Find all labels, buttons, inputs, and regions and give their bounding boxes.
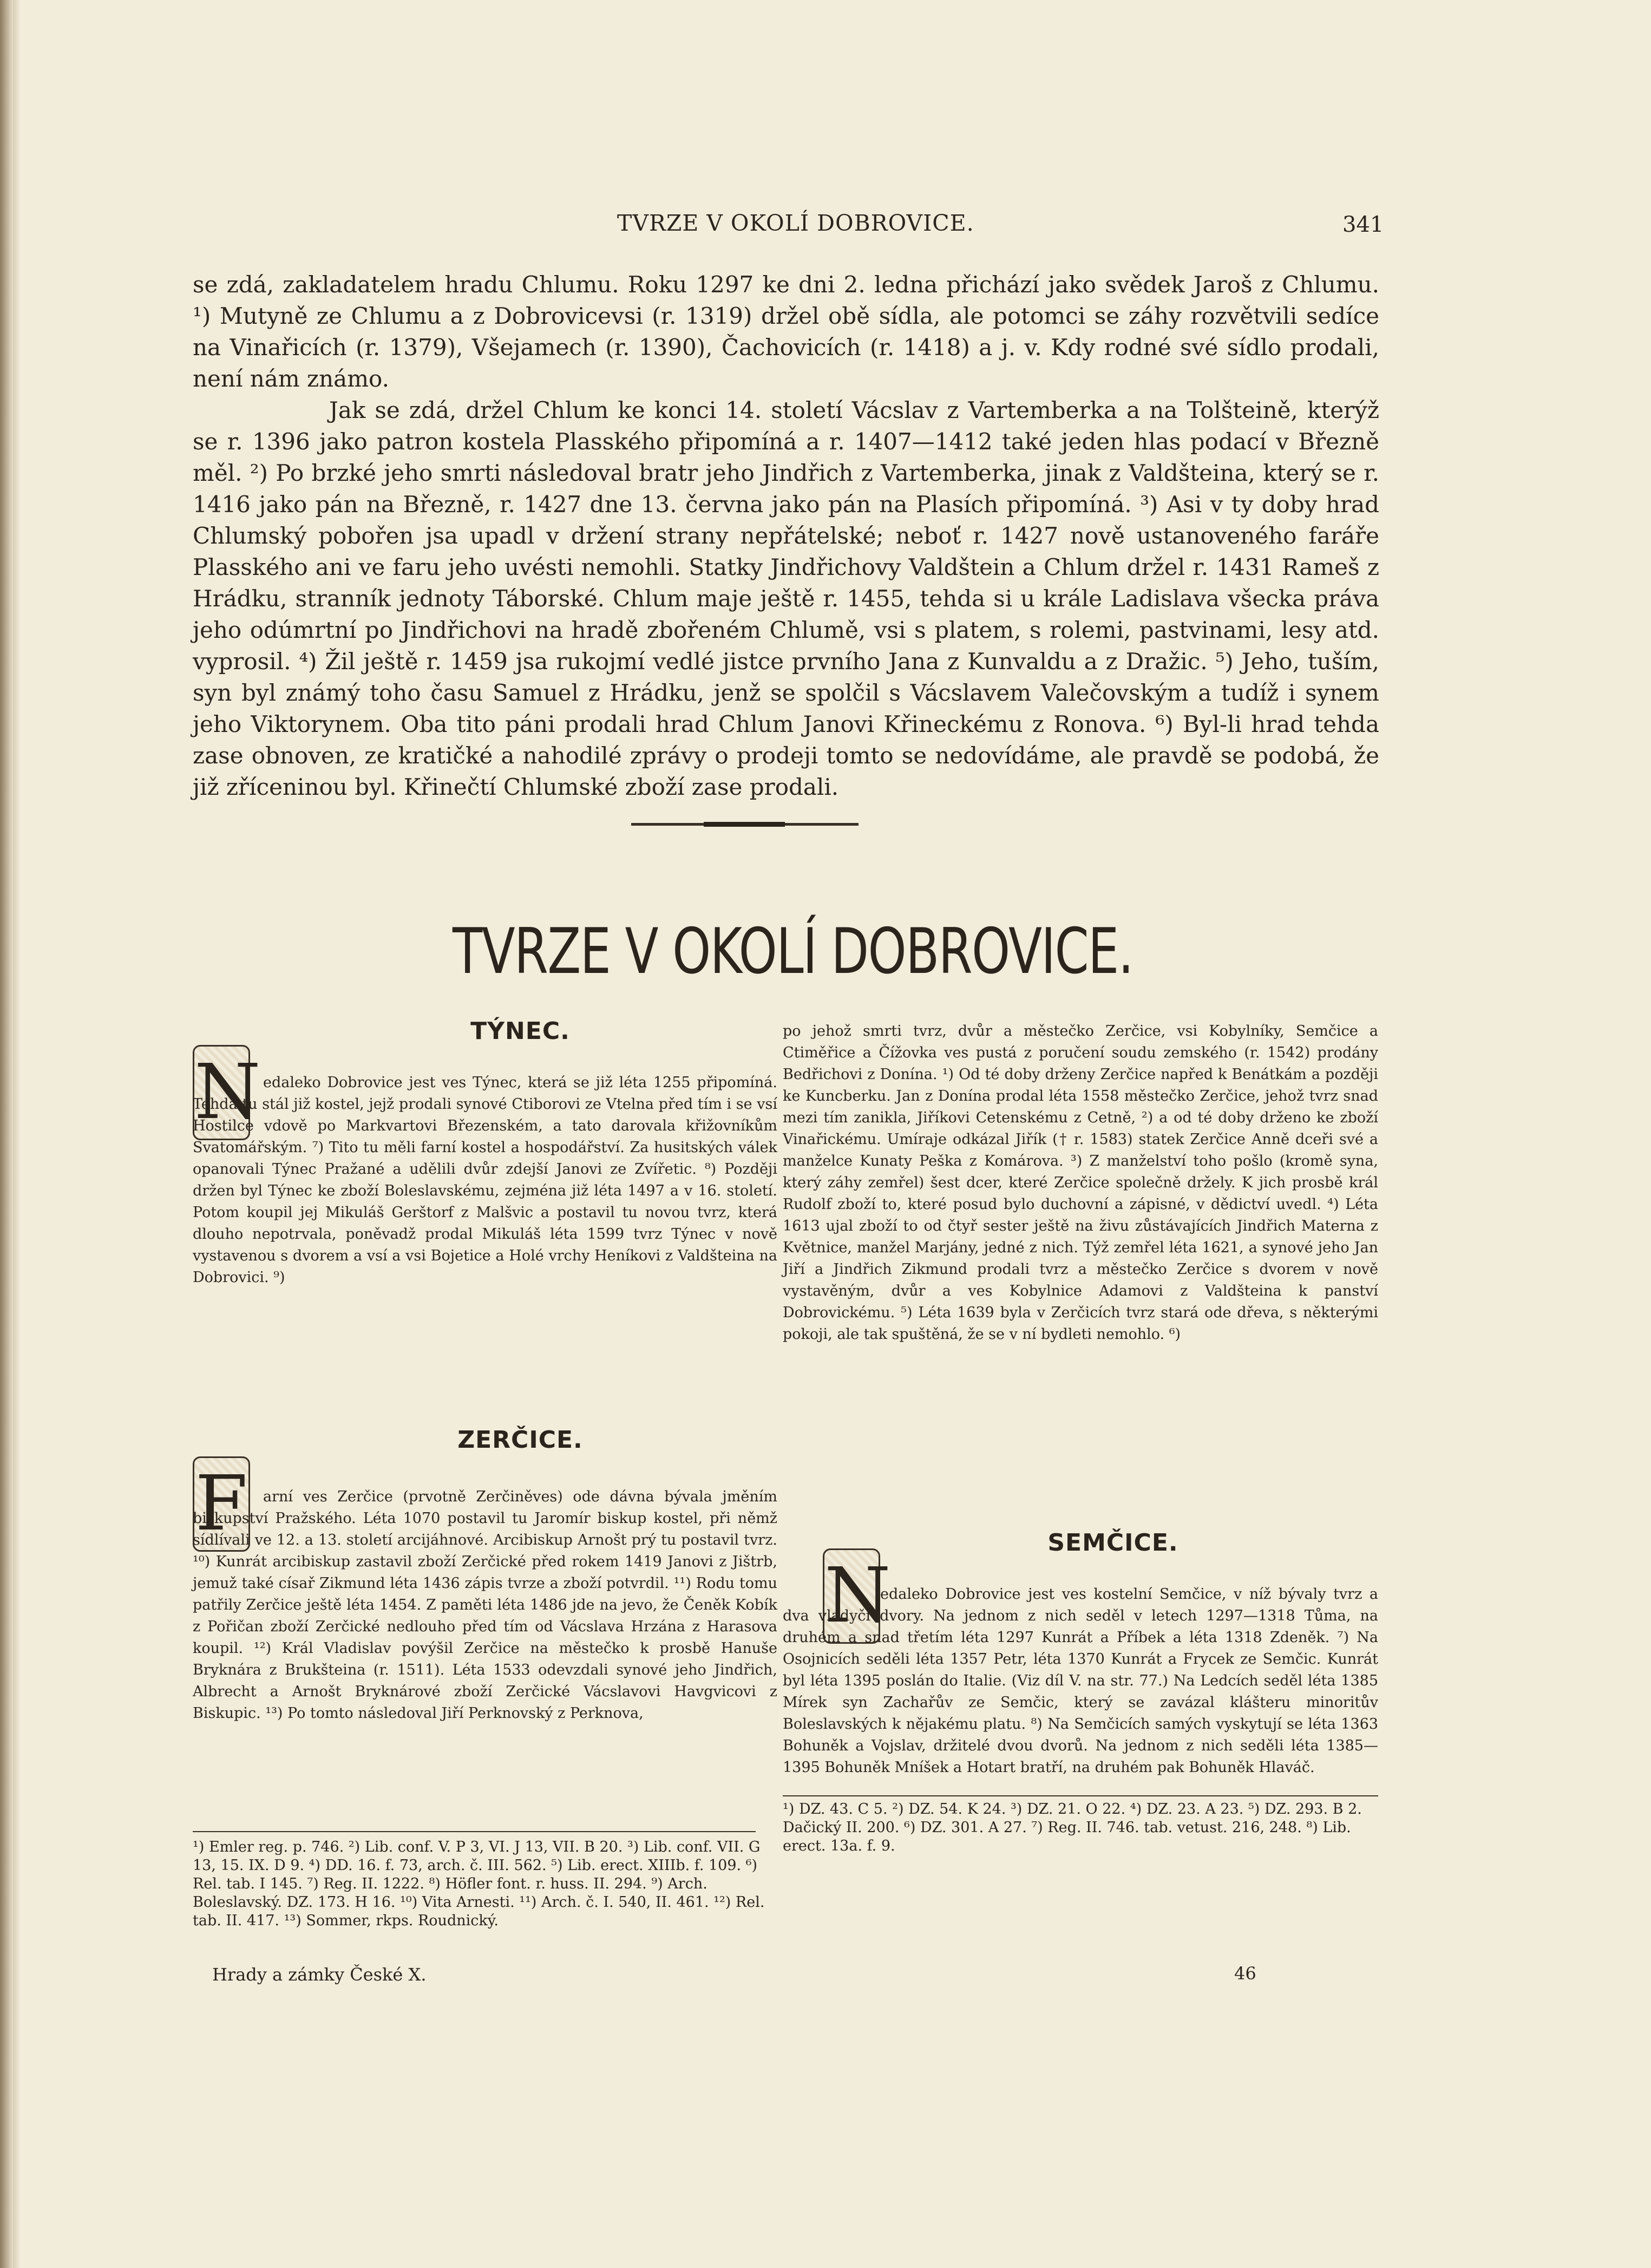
drop-cap-f: F [193,1456,250,1552]
section-heading: SEMČICE. [1047,1529,1178,1557]
footnote-rule [193,1831,756,1832]
section-title: TVRZE V OKOLÍ DOBROVICE. [453,915,1133,988]
footnote-rule [783,1795,1378,1796]
text-zercice-continued: po jehož smrti tvrz, dvůr a městečko Zerčice, vsi Kobylníky, Semčice a Ctiměřice a Čížovka ves pustá z poručení soudu zemského (r. 1542) prodány Bedřichovi z Donína. ¹) Od té doby drženy Zerčice napřed k Benátkám a později ke Kuncberku. Jan z Donína prodal léta 1558 městečko Zerčice, jehož tvrz snad mezi tím zanikla, Jiříkovi Cetenskému z Cetně, ²) a od té doby drženo ke zboží Vinařickému. Umíraje odkázal Jiřík († r. 1583) statek Zerčice Anně dceři své a manželce Kunaty Peška z Komárova. ³) Z manželství toho pošlo (kromě syna, který záhy zemřel) šest dcer, které Zerčice společně držely. K jich prosbě král Rudolf zboží to, které posud bylo duchovní a zápisné, v dědictví uvedl. ⁴) Léta 1613 ujal zboží to od čtyř sester ještě na živu zůstávajících Jindřich Materna z Květnice, manžel Marjány, jedné z nich. Týž zemřel léta 1621, a synové jeho Jan Jiří a Jindřich Zikmund prodali tvrz a městečko Zerčice s dvorem v nově vystavěným, dvůr a ves Kobylnice Adamovi z Valdšteina k panství Dobrovickému. ⁵) Léta 1639 byla v Zerčicích tvrz stará ode dřeva, s některými pokoji, ale tak spuštěná, že se v ní bydleti nemohlo. ⁶) [783,1023,1378,1343]
paragraph-chlum-1: se zdá, zakladatelem hradu Chlumu. Roku 1297 ke dni 2. ledna přichází jako svědek Jaroš z Chlumu. ¹) Mutyně ze Chlumu a z Dobrovicevsi (r. 1319) držel obě sídla, ale potomci se záhy rozvětvili sedíce na Vinařicích (r. 1379), Všejamech (r. 1390), Čachovicích (r. 1418) a j. v. Kdy rodné své sídlo prodali, není nám známo. [193,271,1379,392]
footnotes-left: ¹) Emler reg. p. 746. ²) Lib. conf. V. P 3, VI. J 13, VII. B 20. ³) Lib. conf. VII. G 13, 15. IX. D 9. ⁴) DD. 16. f. 73, arch. č. III. 562. ⁵) Lib. erect. XIIIb. f. 109. ⁶) Rel. tab. I 145. ⁷) Reg. II. 1222. ⁸) Höfler font. r. huss. II. 294. ⁹) Arch. Boleslavský. DZ. 173. H 16. ¹⁰) Vita Arnesti. ¹¹) Arch. č. I. 540, II. 461. ¹²) Rel. tab. II. 417. ¹³) Sommer, rkps. Roudnický. [193,1839,765,1929]
top-text-block [193,269,1379,803]
text-semcice: edaleko Dobrovice jest ves kostelní Semčice, v níž bývaly tvrz a dva vladyčí dvory. Na jednom z nich seděl v letech 1297—1318 Tůma, na druhém a snad třetím léta 1297 Kunrát a Příbek a léta 1318 Zdeněk. ⁷) Na Osojnicích seděli léta 1357 Petr, léta 1370 Kunrát a Frycek ze Semčic. Kunrát byl léta 1395 poslán do Italie. (Viz díl V. na str. 77.) Na Ledcích seděl léta 1385 Mírek syn Zachařův ze Semčic, který se zavázal klášteru minoritův Boleslavských k nějakému platu. ⁸) Na Semčicích samých vyskytují se léta 1363 Bohuněk a Vojslav, držitelé dvou dvorů. Na jednom z nich seděli léta 1385—1395 Bohuněk Mníšek a Hotart bratří, na druhém pak Bohuněk Hlaváč. [783,1586,1378,1776]
paragraph-chlum-2: Jak se zdá, držel Chlum ke konci 14. století Vácslav z Vartemberka a na Tolšteině, kterýž se r. 1396 jako patron kostela Plasského připomíná a r. 1407—1412 také jeden hlas podací v Březně měl. ²) Po brzké jeho smrti následoval bratr jeho Jindřich z Vartemberka, jinak z Valdšteina, který se r. 1416 jako pán na Březně, r. 1427 dne 13. června jako pán na Plasích připomíná. ³) Asi v ty doby hrad Chlumský pobořen jsa upadl v držení strany nepřátelské; neboť r. 1427 nově ustanoveného faráře Plasského ani ve faru jeho uvésti nemohli. Statky Jindřichovy Valdštein a Chlum držel r. 1431 Rameš z Hrádku, stranník jednoty Táborské. Chlum maje ještě r. 1455, tehda si u krále Ladislava všecka práva jeho odúmrtní po Jindřichovi na hradě zbořeném Chlumě, vsi s platem, s rolemi, pastvinami, lesy atd. vyprosil. ⁴) Žil ještě r. 1459 jsa rukojmí vedlé jistce prvního Jana z Kunvaldu a z Dražic. ⁵) Jeho, tuším, syn byl známý toho času Samuel z Hrádku, jenž se spolčil s Vácslavem Valečovským a tudíž i synem jeho Viktorynem. Oba tito páni prodali hrad Chlum Janovi Křineckému z Ronova. ⁶) Byl-li hrad tehda zase obnoven, ze kratičké a nahodilé zprávy o prodeji tomto se nedovídáme, ale pravdě se podobá, že již zříceninou byl. Křinečtí Chlumské zboží zase prodali. [193,397,1379,800]
page-shadow [0,0,13,2268]
running-head: TVRZE V OKOLÍ DOBROVICE. [617,210,974,236]
heading-zercice [193,1426,783,1454]
footnotes-right: ¹) DZ. 43. C 5. ²) DZ. 54. K 24. ³) DZ. 21. O 22. ⁴) DZ. 23. A 23. ⁵) DZ. 293. B 2. Dačický II. 200. ⁶) DZ. 301. A 27. ⁷) Reg. II. 746. tab. vetust. 216, 248. ⁸) Lib. erect. 13a. f. 9. [783,1801,1362,1854]
section-divider-center [704,822,785,827]
sheet-number: 46 [1234,1963,1256,1984]
section-heading: TÝNEC. [470,1017,570,1045]
drop-cap-n-2: N [823,1548,880,1644]
text-zercice: arní ves Zerčice (prvotně Zerčiněves) ode dávna bývala jměním biskupství Pražského. Léta 1070 postavil tu Jaromír biskup kostel, při němž sídlívali ve 12. a 13. století arcijáhnové. Arcibiskup Arnošt prý tu postavil tvrz. ¹⁰) Kunrát arcibiskup zastavil zboží Zerčické před rokem 1419 Janovi z Jištrb, jemuž také císař Zikmund léta 1436 zápis tvrze a zboží potvrdil. ¹¹) Rodu tomu patřily Zerčice ještě léta 1454. Z paměti léta 1486 jde na jevo, že Čeněk Kobík z Pořičan zboží Zerčické nedlouho před tím od Vácslava Hrzána z Harasova koupil. ¹²) Král Vladislav povýšil Zerčice na městečko k prosbě Hanuše Bryknára z Brukšteina (r. 1511). Léta 1533 odevzdali synové jeho Jindřich, Albrecht a Arnošt Bryknárové zboží Zerčické Vácslavovi Havgvicovi z Biskupic. ¹³) Po tomto následoval Jiří Perknovský z Perknova, [193,1488,777,1722]
drop-cap-n: N [193,1045,250,1140]
page-number: 341 [1342,212,1384,237]
text-tynec: edaleko Dobrovice jest ves Týnec, která se již léta 1255 připomíná. Tehda tu stál již kostel, jejž prodali synové Ctiborovi ze Vtelna před tím i se vsí Hostilce vdově po Markvartovi Březenském, a tato darovala křižovníkům Svatomářským. ⁷) Tito tu měli farní kostel a hospodářství. Za husitských válek opanovali Týnec Pražané a udělili dvůr zdejší Janovi ze Zvířetic. ⁸) Později držen byl Týnec ke zboží Boleslavskému, zejména již léta 1497 a v 16. století. Potom koupil jej Mikuláš Gerštorf z Malšvic a postavil tu novou tvrz, která dlouho nepotrvala, poněvadž prodal Mikuláš léta 1599 tvrz Týnec v nově vystavenou s dvorem a vsí a vsi Bojetice a Holé vrchy Heníkovi z Valdšteina na Dobrovici. ⁹) [193,1074,777,1286]
heading-tynec [193,1017,783,1045]
signature-line: Hrady a zámky České X. [212,1964,427,1985]
page-fold [13,0,21,2268]
section-heading: ZERČICE. [457,1426,583,1454]
